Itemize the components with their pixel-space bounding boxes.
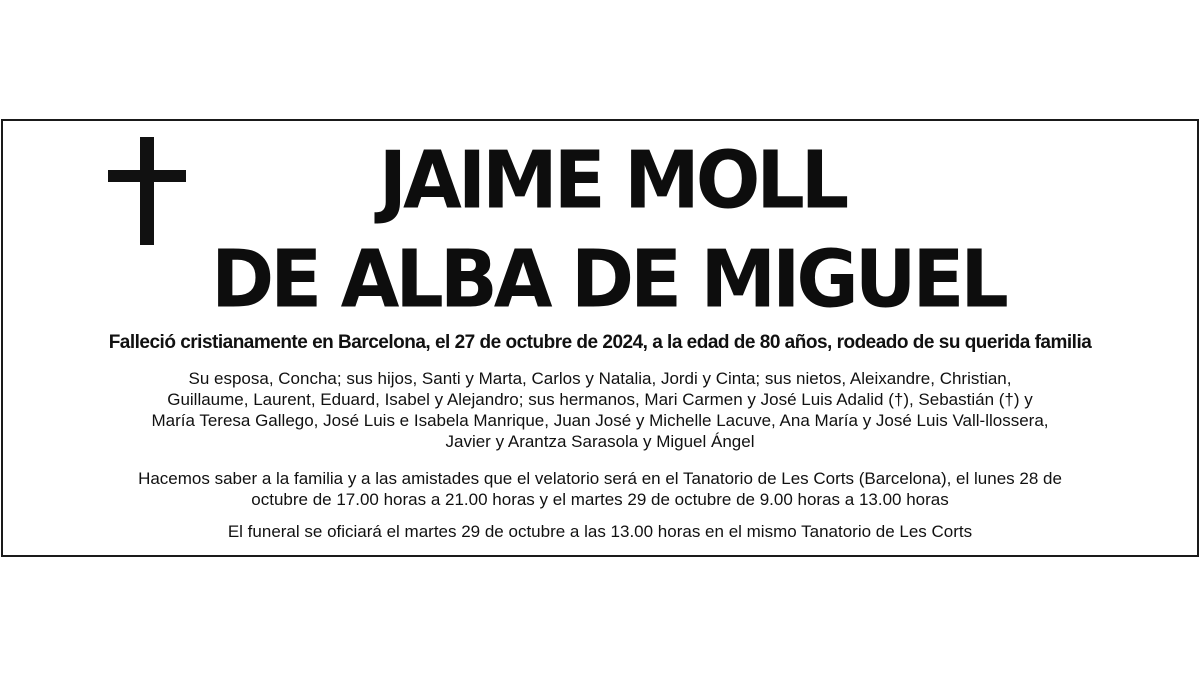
death-announcement: Falleció cristianamente en Barcelona, el 27 de octubre de 2024, a la edad de 80 años, rodeado de su querida familia: [108, 332, 1092, 353]
funeral-details-paragraph: [53, 521, 1147, 542]
family-members-paragraph: [53, 368, 1147, 452]
wake-line: Hacemos saber a la familia y a las amistades que el velatorio será en el Tanatorio de Les Corts (Barcelona), el lunes 28 de: [138, 469, 1062, 488]
deceased-name-line-2: DE ALBA DE MIGUEL: [211, 231, 1005, 326]
funeral-line: El funeral se oficiará el martes 29 de octubre a las 13.00 horas en el mismo Tanatorio de Les Corts: [227, 522, 973, 541]
obituary-notice: [1, 119, 1199, 557]
deceased-name-line-1: JAIME MOLL: [378, 132, 846, 227]
family-line: María Teresa Gallego, José Luis e Isabela Manrique, Juan José y Michelle Lacuve, Ana María y José Luis Vall-llossera,: [151, 411, 1049, 430]
wake-line: octubre de 17.00 horas a 21.00 horas y el martes 29 de octubre de 9.00 horas a 13.00 horas: [251, 490, 949, 509]
family-line: Guillaume, Laurent, Eduard, Isabel y Alejandro; sus hermanos, Mari Carmen y José Luis Adalid (†), Sebastián (†) y: [167, 390, 1033, 409]
family-line: Javier y Arantza Sarasola y Miguel Ángel: [445, 432, 755, 451]
family-line: Su esposa, Concha; sus hijos, Santi y Marta, Carlos y Natalia, Jordi y Cinta; sus nietos, Aleixandre, Christian,: [188, 369, 1012, 388]
wake-details-paragraph: [53, 468, 1147, 510]
